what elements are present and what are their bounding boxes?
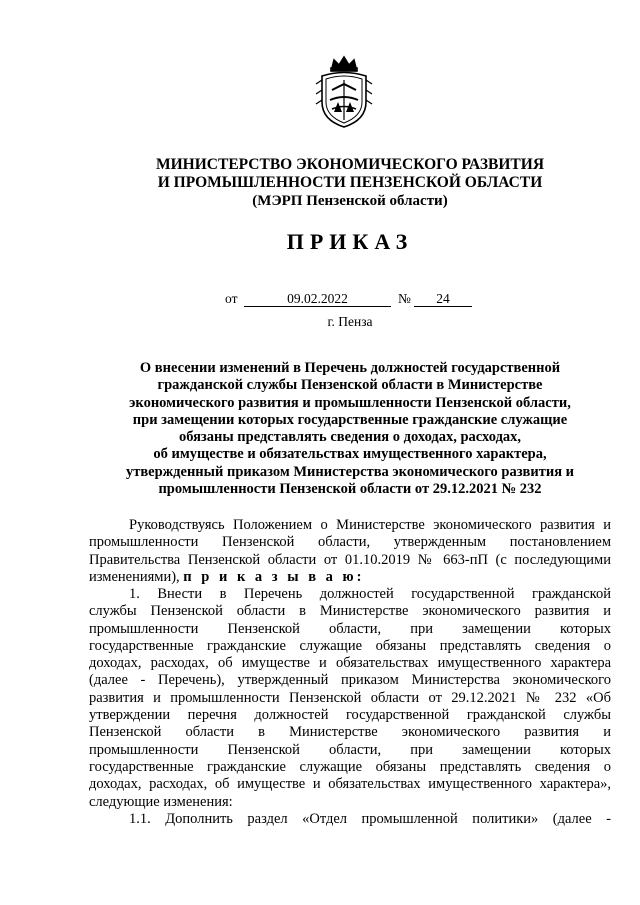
subject-line: О внесении изменений в Перечень должностей государственной xyxy=(139,360,561,376)
body-line: Правительства Пензенской области от 01.10.2019 № 663-пП (с последующими xyxy=(89,551,611,568)
order-meta-row xyxy=(0,291,640,309)
body-text: изменениями), xyxy=(89,568,180,585)
document-type-title: ПРИКАЗ xyxy=(286,229,414,254)
ministry-abbreviation: (МЭРП Пензенской области) xyxy=(252,193,448,209)
item-1-paragraph xyxy=(89,586,611,811)
subject-line: гражданской службы Пензенской области в Министерстве xyxy=(157,377,543,394)
city-name: г. Пенза xyxy=(327,314,373,329)
preamble-paragraph xyxy=(89,517,611,586)
subject-line: обязаны представлять сведения о доходах, расходах, xyxy=(178,429,522,446)
subject-line: экономического развития и промышленности Пензенской области, xyxy=(129,394,571,411)
subject-line: об имуществе и обязательствах имущественного характера, xyxy=(153,446,547,463)
body-line: 1.1. Дополнить раздел «Отдел промышленной политики» (далее - xyxy=(129,811,611,827)
from-label: от xyxy=(225,291,238,306)
body-line: Руководствуясь Положением о Министерстве экономического развития и xyxy=(129,517,611,533)
ministry-name-line-2: И ПРОМЫШЛЕННОСТИ ПЕНЗЕНСКОЙ ОБЛАСТИ xyxy=(157,174,543,191)
order-date: 09.02.2022 xyxy=(244,291,391,307)
body-line: утверждении перечня должностей государственной гражданской службы xyxy=(89,707,611,724)
body-line xyxy=(89,569,611,586)
body-line: промышленности Пензенской области, при замещении которых xyxy=(89,620,611,637)
body-line: развития и промышленности Пензенской области от 29.12.2021 № 232 «Об xyxy=(89,689,611,706)
body-line: промышленности Пензенской области, при замещении которых xyxy=(89,741,611,758)
body-line: доходах, расходах, об имуществе и обязательствах имущественного характера», xyxy=(89,776,611,793)
order-word: п р и к а з ы в а ю: xyxy=(183,568,365,585)
body-line: 1. Внести в Перечень должностей государственной гражданской xyxy=(129,586,611,602)
ministry-name-line-1: МИНИСТЕРСТВО ЭКОНОМИЧЕСКОГО РАЗВИТИЯ xyxy=(155,156,545,173)
subject-line: промышленности Пензенской области от 29.12.2021 № 232 xyxy=(158,481,542,498)
body-line: Пензенской области в Министерстве экономического развития и xyxy=(89,724,611,741)
number-label: № xyxy=(398,291,411,306)
subject-line: утвержденный приказом Министерства экономического развития и xyxy=(125,463,575,480)
body-line: промышленности Пензенской области, утвержденным постановлением xyxy=(89,534,611,551)
order-subject xyxy=(100,360,600,498)
subject-line: при замещении которых государственные гражданские служащие xyxy=(132,411,568,428)
body-line: государственные гражданские служащие обязаны представлять сведения о xyxy=(89,637,611,654)
body-line: службы Пензенской области в Министерстве экономического развития и xyxy=(89,603,611,620)
body-line: следующие изменения: xyxy=(89,793,233,810)
body-line: государственные гражданские служащие обязаны представлять сведения о xyxy=(89,758,611,775)
body-line: (далее - Перечень), утвержденный приказом Министерства экономического xyxy=(89,672,611,689)
coat-of-arms-emblem xyxy=(312,54,376,130)
body-line: доходах, расходах, об имуществе и обязательствах имущественного характера xyxy=(89,655,611,672)
item-1-1-paragraph xyxy=(89,811,611,828)
order-number: 24 xyxy=(414,291,472,307)
